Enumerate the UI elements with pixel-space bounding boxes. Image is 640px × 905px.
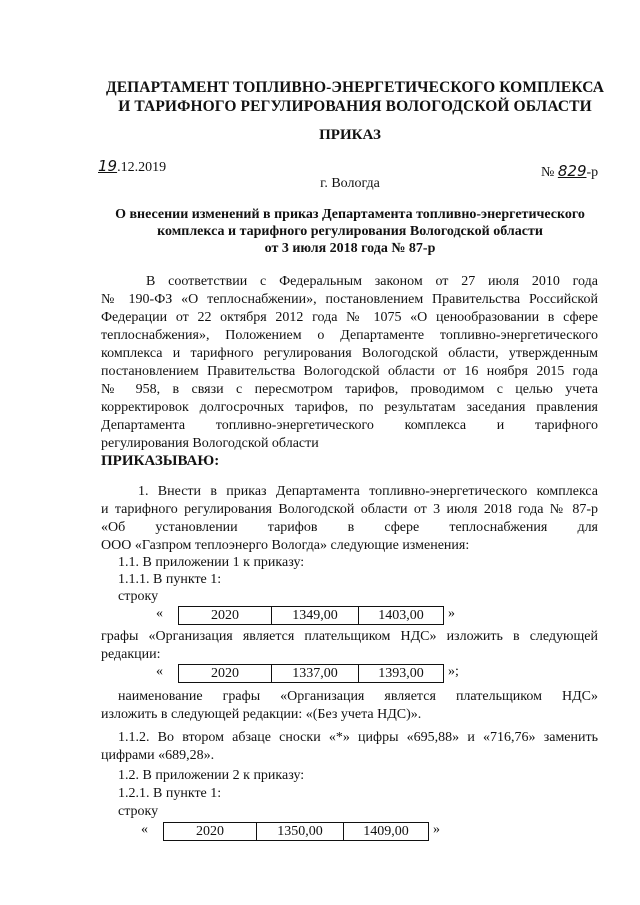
subject-line-2: комплекса и тарифного регулирования Вологодской области [157, 224, 543, 239]
open-quote: « [156, 606, 163, 621]
order-subject [90, 206, 610, 257]
open-quote: « [141, 822, 148, 837]
table-cell-year: 2020 [164, 823, 257, 840]
table-cells [178, 664, 444, 683]
body-line: графы «Организация является плательщиком НДС» изложить в следующей [101, 629, 598, 644]
table-cell-value-2: 1393,00 [378, 666, 424, 681]
preamble-line: № 958, в связи с пересмотром тарифов, проводимом с целью учета [101, 382, 598, 397]
table-cell-year: 2020 [179, 607, 272, 624]
order-word: ПРИКАЗЫВАЮ: [101, 453, 220, 469]
section-1-2-1: 1.2.1. В пункте 1: [118, 786, 222, 801]
subject-line-1: О внесении изменений в приказ Департамента топливно-энергетического [115, 207, 585, 222]
preamble-line: Федерации от 22 октября 2012 года № 1075 «О ценообразовании в сфере [101, 310, 598, 325]
section-1-1-1: 1.1.1. В пункте 1: [118, 572, 222, 587]
section-1-1: 1.1. В приложении 1 к приказу: [118, 555, 305, 570]
preamble-line: комплекса и тарифного регулирования Вологодской области, утвержденным [101, 346, 598, 361]
preamble-line: Департамента топливно-энергетического комплекса и тарифного [101, 418, 598, 433]
city: г. Вологда [320, 176, 380, 191]
table-cell-value-1: 1350,00 [257, 823, 344, 840]
preamble-line: корректировок долгосрочных тарифов, по результатам заседания правления [101, 400, 598, 415]
row-word: строку [118, 589, 159, 604]
row-word: строку [118, 804, 159, 819]
preamble-line: постановлением Правительства Вологодской области от 16 ноября 2015 года [101, 364, 598, 379]
subject-line-3: от 3 июля 2018 года № 87-р [264, 241, 436, 256]
date-month-year: .12.2019 [117, 160, 167, 175]
body-line: цифрами «689,28». [101, 748, 215, 763]
close-quote: » [448, 606, 455, 621]
body-line: наименование графы «Организация является плательщиком НДС» [118, 689, 598, 704]
number-suffix: -р [586, 165, 599, 180]
preamble-line: теплоснабжения», Положением о Департаменте топливно-энергетического [101, 328, 598, 343]
body-line: изложить в следующей редакции: «(Без учета НДС)». [101, 707, 422, 722]
body-line: «Об установлении тарифов в сфере теплоснабжения для [101, 520, 598, 535]
number-handwritten: 829 [557, 162, 587, 180]
preamble-line: № 190-ФЗ «О теплоснабжении», постановлением Правительства Российской [101, 292, 598, 307]
date-day-handwritten: 19 [98, 157, 118, 175]
department-line-2: И ТАРИФНОГО РЕГУЛИРОВАНИЯ ВОЛОГОДСКОЙ ОБЛАСТИ [118, 98, 592, 115]
order-date [98, 157, 166, 176]
number-sign: № [541, 165, 555, 180]
body-line: 1. Внести в приказ Департамента топливно-энергетического комплекса [138, 484, 598, 499]
table-cells [163, 822, 429, 841]
close-quote: »; [448, 664, 459, 679]
close-quote: » [433, 822, 440, 837]
open-quote: « [156, 664, 163, 679]
section-1-2: 1.2. В приложении 2 к приказу: [118, 768, 305, 783]
table-cell-value-1: 1349,00 [272, 607, 359, 624]
body-line: ООО «Газпром теплоэнерго Вологда» следующие изменения: [101, 538, 470, 553]
table-cells [178, 606, 444, 625]
department-header [60, 78, 640, 116]
table-cell-value-1: 1337,00 [272, 665, 359, 682]
table-cell-value-2: 1403,00 [378, 608, 424, 623]
preamble-line: В соответствии с Федеральным законом от 27 июля 2010 года [146, 274, 598, 289]
table-cell-value-2: 1409,00 [363, 824, 409, 839]
body-line: редакции: [101, 647, 161, 662]
document-type: ПРИКАЗ [319, 127, 381, 143]
body-line: 1.1.2. Во втором абзаце сноски «*» цифры «695,88» и «716,76» заменить [118, 730, 598, 745]
table-cell-year: 2020 [179, 665, 272, 682]
preamble-line: регулирования Вологодской области [101, 436, 319, 451]
department-line-1: ДЕПАРТАМЕНТ ТОПЛИВНО-ЭНЕРГЕТИЧЕСКОГО КОМПЛЕКСА [105, 79, 605, 96]
body-line: и тарифного регулирования Вологодской области от 3 июля 2018 года № 87-р [101, 502, 598, 517]
